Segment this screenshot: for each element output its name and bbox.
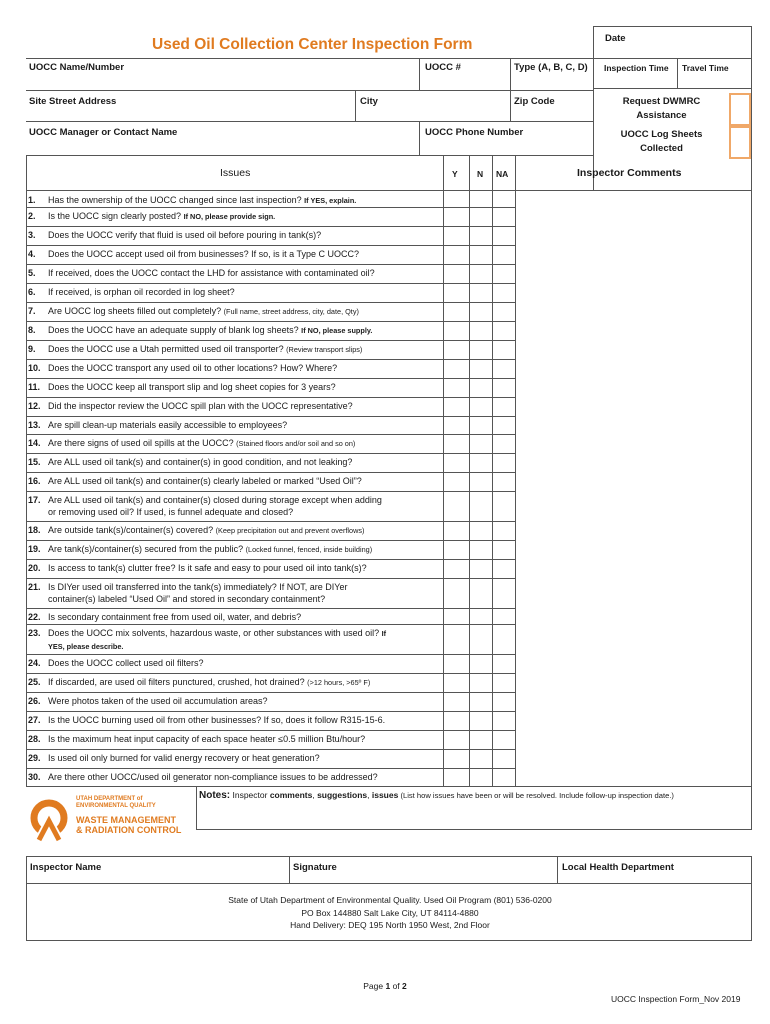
answer-yes-cell[interactable] — [444, 540, 469, 559]
question-text: Does the UOCC transport any used oil to other locations? How? Where? — [48, 363, 338, 373]
answer-no-cell[interactable] — [470, 730, 492, 749]
notes-instruction: (List how issues have been or will be resolved. Include follow-up inspection date.) — [398, 791, 674, 800]
logo-line-1: UTAH DEPARTMENT of — [76, 796, 143, 802]
answer-no-cell[interactable] — [470, 624, 492, 654]
question-number: 13. — [28, 420, 41, 430]
grid-line — [26, 491, 515, 492]
page-current: 1 — [385, 981, 391, 991]
answer-no-cell[interactable] — [470, 559, 492, 578]
question-number: 17. — [28, 495, 41, 505]
footer-line-2: PO Box 144880 Salt Lake City, UT 84114-4880 — [301, 907, 479, 918]
date-field[interactable]: Date — [605, 33, 626, 44]
question-note: If NO, please provide sign. — [183, 212, 276, 221]
answer-na-cell[interactable] — [493, 191, 515, 207]
form-title: Used Oil Collection Center Inspection Form — [152, 36, 473, 53]
grid-line — [26, 359, 515, 360]
answer-yes-cell[interactable] — [444, 453, 469, 472]
phone-number-field[interactable]: UOCC Phone Number — [425, 127, 524, 138]
question-text: Are UOCC log sheets filled out completely? — [48, 306, 224, 316]
question-number: 18. — [28, 525, 41, 535]
question-note: (>12 hours, >65º F) — [307, 678, 371, 687]
street-address-field[interactable]: Site Street Address — [29, 96, 117, 107]
inspector-comments-header: Inspector Comments — [577, 167, 682, 179]
grid-line — [26, 540, 515, 541]
answer-no-cell[interactable] — [470, 749, 492, 768]
question-27 — [28, 714, 385, 726]
answer-na-cell[interactable] — [493, 491, 515, 521]
answer-yes-cell[interactable] — [444, 559, 469, 578]
question-note: (Full name, street address, city, date, Qty) — [223, 307, 359, 316]
question-3 — [28, 229, 321, 241]
question-text: Has the ownership of the UOCC changed since last inspection? — [48, 195, 305, 205]
answer-na-cell[interactable] — [493, 472, 515, 491]
question-note-continued: YES, please describe. — [48, 642, 124, 651]
city-field[interactable]: City — [360, 96, 378, 107]
question-1 — [28, 194, 356, 207]
answer-yes-cell[interactable] — [444, 191, 469, 207]
answer-na-cell[interactable] — [493, 559, 515, 578]
log-sheets-checkbox[interactable] — [729, 126, 751, 159]
answer-no-cell[interactable] — [470, 434, 492, 453]
answer-yes-cell[interactable] — [444, 283, 469, 302]
grid-line — [26, 608, 515, 609]
answer-no-cell[interactable] — [470, 692, 492, 711]
question-text: Are ALL used oil tank(s) and container(s) in good condition, and not leaking? — [48, 457, 353, 467]
question-20 — [28, 562, 367, 574]
answer-na-cell[interactable] — [493, 578, 515, 608]
notes-bold-2: suggestions — [317, 790, 368, 800]
question-24 — [28, 657, 204, 669]
question-number: 3. — [28, 230, 36, 240]
answer-yes-cell[interactable] — [444, 521, 469, 540]
answer-yes-cell[interactable] — [444, 397, 469, 416]
grid-line — [26, 654, 515, 655]
dwmrc-assistance-label-2: Assistance — [636, 110, 687, 121]
question-text: Does the UOCC accept used oil from businesses? If so, is it a Type C UOCC? — [48, 249, 359, 259]
footer-line-1: State of Utah Department of Environmental Quality. Used Oil Program (801) 536-0200 — [228, 895, 552, 905]
question-number: 11. — [28, 382, 41, 392]
page-prefix: Page — [363, 981, 386, 991]
question-number: 19. — [28, 544, 41, 554]
question-number: 26. — [28, 696, 41, 706]
uocc-name-field[interactable]: UOCC Name/Number — [29, 62, 125, 73]
question-number: 5. — [28, 268, 36, 278]
question-12 — [28, 400, 353, 412]
manager-contact-field[interactable]: UOCC Manager or Contact Name — [29, 127, 178, 138]
answer-na-cell[interactable] — [493, 207, 515, 226]
grid-line — [26, 730, 515, 731]
notes-bold-3: issues — [371, 790, 399, 800]
question-2 — [28, 210, 275, 223]
inspection-time-field[interactable]: Inspection Time — [604, 63, 669, 73]
yes-column-header: Y — [452, 169, 458, 179]
grid-line — [26, 434, 515, 435]
grid-line — [26, 453, 515, 454]
footer-line-3: Hand Delivery: DEQ 195 North 1950 West, 2nd Floor — [290, 920, 490, 930]
grid-line — [26, 768, 515, 769]
question-note: If YES, explain. — [304, 196, 357, 205]
answer-na-cell[interactable] — [493, 673, 515, 692]
grid-line — [26, 578, 515, 579]
question-text: Does the UOCC use a Utah permitted used oil transporter? — [48, 344, 287, 354]
answer-yes-cell[interactable] — [444, 378, 469, 397]
answer-na-cell[interactable] — [493, 245, 515, 264]
question-number: 25. — [28, 677, 41, 687]
question-number: 9. — [28, 344, 36, 354]
question-text: Are there other UOCC/used oil generator non-compliance issues to be addressed? — [48, 772, 378, 782]
notes-text-3: , — [367, 790, 372, 800]
answer-no-cell[interactable] — [470, 302, 492, 321]
grid-line — [751, 155, 752, 786]
local-health-department-field[interactable]: Local Health Department — [562, 862, 674, 873]
question-note: (Review transport slips) — [286, 345, 363, 354]
logo-line-2: ENVIRONMENTAL QUALITY — [76, 803, 156, 809]
answer-no-cell[interactable] — [470, 245, 492, 264]
question-text: Is the UOCC sign clearly posted? — [48, 211, 184, 221]
answer-no-cell[interactable] — [470, 321, 492, 340]
answer-yes-cell[interactable] — [444, 624, 469, 654]
question-16 — [28, 475, 362, 487]
answer-no-cell[interactable] — [470, 768, 492, 786]
question-text-continued: or removing used oil? If used, is funnel adequate and closed? — [48, 507, 294, 517]
logo-line-4: & RADIATION CONTROL — [76, 825, 182, 835]
question-number: 23. — [28, 628, 41, 638]
question-18 — [28, 524, 364, 537]
grid-line — [26, 340, 515, 341]
grid-line — [515, 155, 516, 786]
question-22 — [28, 611, 301, 623]
answer-na-cell[interactable] — [493, 654, 515, 673]
grid-line — [26, 207, 515, 208]
question-text: Are ALL used oil tank(s) and container(s) clearly labeled or marked “Used Oil”? — [48, 476, 362, 486]
notes-text-2: , — [312, 790, 318, 800]
answer-no-cell[interactable] — [470, 608, 492, 624]
question-8 — [28, 324, 372, 337]
answer-no-cell[interactable] — [470, 207, 492, 226]
answer-no-cell[interactable] — [470, 673, 492, 692]
answer-no-cell[interactable] — [470, 226, 492, 245]
grid-line — [26, 711, 515, 712]
answer-no-cell[interactable] — [470, 283, 492, 302]
question-number: 2. — [28, 211, 36, 221]
question-text: Does the UOCC verify that fluid is used oil before pouring in tank(s)? — [48, 230, 322, 240]
question-number: 22. — [28, 612, 41, 622]
question-note: (Stained floors and/or soil and so on) — [236, 439, 356, 448]
question-text: Are tank(s)/container(s) secured from the public? — [48, 544, 246, 554]
question-number: 21. — [28, 582, 41, 592]
question-number: 12. — [28, 401, 41, 411]
question-text: Are ALL used oil tank(s) and container(s) closed during storage except when adding — [48, 495, 382, 505]
question-5 — [28, 267, 375, 279]
answer-no-cell[interactable] — [470, 521, 492, 540]
grid-line — [26, 321, 515, 322]
answer-na-cell[interactable] — [493, 768, 515, 786]
grid-line — [26, 378, 515, 379]
question-14 — [28, 437, 355, 450]
question-number: 14. — [28, 438, 41, 448]
answer-yes-cell[interactable] — [444, 711, 469, 730]
log-sheets-label-2: Collected — [640, 143, 683, 154]
question-13 — [28, 419, 287, 431]
answer-yes-cell[interactable] — [444, 434, 469, 453]
grid-line — [26, 155, 27, 190]
notes-bold-1: comments — [269, 790, 313, 800]
question-note: (Locked funnel, fenced, inside building) — [245, 545, 373, 554]
question-number: 10. — [28, 363, 41, 373]
answer-na-cell[interactable] — [493, 608, 515, 624]
question-text: Does the UOCC collect used oil filters? — [48, 658, 204, 668]
question-17 — [28, 494, 382, 518]
issues-header: Issues — [220, 167, 251, 179]
grid-line — [26, 559, 515, 560]
answer-na-cell[interactable] — [493, 302, 515, 321]
question-text: Is access to tank(s) clutter free? Is it safe and easy to pour used oil into tank(s)? — [48, 563, 367, 573]
question-number: 29. — [28, 753, 41, 763]
inspector-name-field[interactable]: Inspector Name — [30, 862, 102, 873]
grid-line — [26, 416, 515, 417]
answer-no-cell[interactable] — [470, 453, 492, 472]
answer-na-cell[interactable] — [493, 283, 515, 302]
answer-yes-cell[interactable] — [444, 245, 469, 264]
question-number: 20. — [28, 563, 41, 573]
question-10 — [28, 362, 337, 374]
dwmrc-assistance-checkbox[interactable] — [729, 93, 751, 126]
answer-no-cell[interactable] — [470, 472, 492, 491]
question-text: If received, does the UOCC contact the LHD for assistance with contaminated oil? — [48, 268, 375, 278]
answer-na-cell[interactable] — [493, 711, 515, 730]
question-text: Is used oil only burned for valid energy recovery or heat generation? — [48, 753, 320, 763]
answer-na-cell[interactable] — [493, 434, 515, 453]
question-21 — [28, 581, 347, 605]
question-number: 4. — [28, 249, 36, 259]
question-text: Does the UOCC have an adequate supply of blank log sheets? — [48, 325, 302, 335]
question-29 — [28, 752, 320, 764]
answer-na-cell[interactable] — [493, 692, 515, 711]
grid-line — [26, 521, 515, 522]
travel-time-field[interactable]: Travel Time — [682, 63, 729, 73]
question-text: Is the UOCC burning used oil from other businesses? If so, does it follow R315-15-6. — [48, 715, 386, 725]
question-4 — [28, 248, 359, 260]
answer-yes-cell[interactable] — [444, 264, 469, 283]
question-note: If — [381, 629, 387, 638]
page-total: 2 — [402, 981, 407, 991]
answer-yes-cell[interactable] — [444, 321, 469, 340]
uocc-number-field[interactable]: UOCC # — [425, 62, 461, 73]
question-note: If NO, please supply. — [301, 326, 373, 335]
question-6 — [28, 286, 235, 298]
answer-na-cell[interactable] — [493, 378, 515, 397]
answer-no-cell[interactable] — [470, 359, 492, 378]
answer-yes-cell[interactable] — [444, 472, 469, 491]
answer-yes-cell[interactable] — [444, 416, 469, 434]
question-text: Is secondary containment free from used oil, water, and debris? — [48, 612, 302, 622]
answer-na-cell[interactable] — [493, 453, 515, 472]
question-text: If received, is orphan oil recorded in log sheet? — [48, 287, 235, 297]
answer-no-cell[interactable] — [470, 378, 492, 397]
wmrc-logo — [30, 790, 200, 846]
log-sheets-label: UOCC Log Sheets — [620, 129, 703, 140]
answer-yes-cell[interactable] — [444, 730, 469, 749]
question-text: Does the UOCC keep all transport slip and log sheet copies for 3 years? — [48, 382, 336, 392]
answer-na-cell[interactable] — [493, 397, 515, 416]
question-text: Does the UOCC mix solvents, hazardous waste, or other substances with used oil? — [48, 628, 382, 638]
question-text: Is the maximum heat input capacity of each space heater ≤0.5 million Btu/hour? — [48, 734, 366, 744]
question-25 — [28, 676, 370, 689]
question-note-row — [28, 640, 386, 653]
answer-na-cell[interactable] — [493, 264, 515, 283]
answer-yes-cell[interactable] — [444, 359, 469, 378]
question-text: Did the inspector review the UOCC spill plan with the UOCC representative? — [48, 401, 353, 411]
grid-line — [26, 397, 515, 398]
grid-line — [515, 786, 751, 787]
question-number: 27. — [28, 715, 41, 725]
no-column-header: N — [477, 169, 484, 179]
answer-yes-cell[interactable] — [444, 673, 469, 692]
answer-yes-cell[interactable] — [444, 491, 469, 521]
question-9 — [28, 343, 362, 356]
question-28 — [28, 733, 365, 745]
question-23 — [28, 627, 386, 653]
answer-na-cell[interactable] — [493, 521, 515, 540]
dwmrc-assistance-label: Request DWMRC — [622, 96, 701, 107]
answer-no-cell[interactable] — [470, 191, 492, 207]
question-number: 15. — [28, 457, 41, 467]
question-number: 28. — [28, 734, 41, 744]
answer-yes-cell[interactable] — [444, 340, 469, 359]
page-of: of — [390, 981, 403, 991]
answer-na-cell[interactable] — [493, 321, 515, 340]
answer-no-cell[interactable] — [470, 340, 492, 359]
question-text: Were photos taken of the used oil accumulation areas? — [48, 696, 268, 706]
answer-na-cell[interactable] — [493, 749, 515, 768]
answer-na-cell[interactable] — [493, 540, 515, 559]
answer-yes-cell[interactable] — [444, 654, 469, 673]
answer-yes-cell[interactable] — [444, 207, 469, 226]
question-text: Are there signs of used oil spills at the UOCC? — [48, 438, 237, 448]
footer-address — [150, 894, 630, 932]
grid-line — [26, 673, 515, 674]
answer-no-cell[interactable] — [470, 491, 492, 521]
question-26 — [28, 695, 267, 707]
na-column-header: NA — [496, 169, 509, 179]
grid-line — [26, 749, 515, 750]
grid-line — [26, 226, 515, 227]
grid-line — [26, 472, 515, 473]
answer-na-cell[interactable] — [493, 359, 515, 378]
grid-line — [26, 264, 515, 265]
answer-yes-cell[interactable] — [444, 768, 469, 786]
signature-field[interactable]: Signature — [293, 862, 337, 873]
question-text: If discarded, are used oil filters punctured, crushed, hot drained? — [48, 677, 308, 687]
answer-yes-cell[interactable] — [444, 692, 469, 711]
grid-line — [26, 302, 515, 303]
question-number: 30. — [28, 772, 41, 782]
answer-yes-cell[interactable] — [444, 226, 469, 245]
answer-yes-cell[interactable] — [444, 302, 469, 321]
answer-na-cell[interactable] — [493, 226, 515, 245]
notes-text-1: Inspector — [230, 790, 270, 800]
answer-no-cell[interactable] — [470, 578, 492, 608]
question-text: Is DIYer used oil transferred into the tank(s) immediately? If NOT, are DIYer — [48, 582, 348, 592]
grid-line — [26, 624, 515, 625]
question-number: 7. — [28, 306, 36, 316]
question-number: 1. — [28, 195, 36, 205]
answer-na-cell[interactable] — [493, 340, 515, 359]
logo-line-3: WASTE MANAGEMENT — [76, 815, 176, 825]
grid-line — [26, 692, 515, 693]
zip-code-field[interactable]: Zip Code — [514, 96, 555, 107]
question-text: Are outside tank(s)/container(s) covered? — [48, 525, 216, 535]
question-text-continued: container(s) labeled “Used Oil” and stored in secondary containment? — [48, 594, 326, 604]
answer-yes-cell[interactable] — [444, 578, 469, 608]
answer-na-cell[interactable] — [493, 730, 515, 749]
notes-label: Notes: — [199, 790, 231, 801]
question-19 — [28, 543, 372, 556]
notes-section[interactable] — [199, 789, 744, 802]
answer-no-cell[interactable] — [470, 397, 492, 416]
question-text: Are spill clean-up materials easily accessible to employees? — [48, 420, 288, 430]
form-id: UOCC Inspection Form_Nov 2019 — [611, 994, 741, 1004]
answer-na-cell[interactable] — [493, 624, 515, 654]
question-15 — [28, 456, 352, 468]
answer-no-cell[interactable] — [470, 540, 492, 559]
grid-line — [26, 245, 515, 246]
answer-no-cell[interactable] — [470, 264, 492, 283]
grid-line — [26, 786, 515, 787]
answer-no-cell[interactable] — [470, 416, 492, 434]
question-30 — [28, 771, 378, 783]
question-11 — [28, 381, 336, 393]
grid-line — [26, 283, 515, 284]
uocc-type-field[interactable]: Type (A, B, C, D) — [514, 62, 588, 73]
question-number: 8. — [28, 325, 36, 335]
answer-no-cell[interactable] — [470, 711, 492, 730]
page-number — [335, 981, 435, 991]
question-number: 24. — [28, 658, 41, 668]
question-note: (Keep precipitation out and prevent overflows) — [215, 526, 365, 535]
answer-no-cell[interactable] — [470, 654, 492, 673]
answer-na-cell[interactable] — [493, 416, 515, 434]
answer-yes-cell[interactable] — [444, 749, 469, 768]
answer-yes-cell[interactable] — [444, 608, 469, 624]
question-7 — [28, 305, 359, 318]
question-number: 6. — [28, 287, 36, 297]
question-number: 16. — [28, 476, 41, 486]
